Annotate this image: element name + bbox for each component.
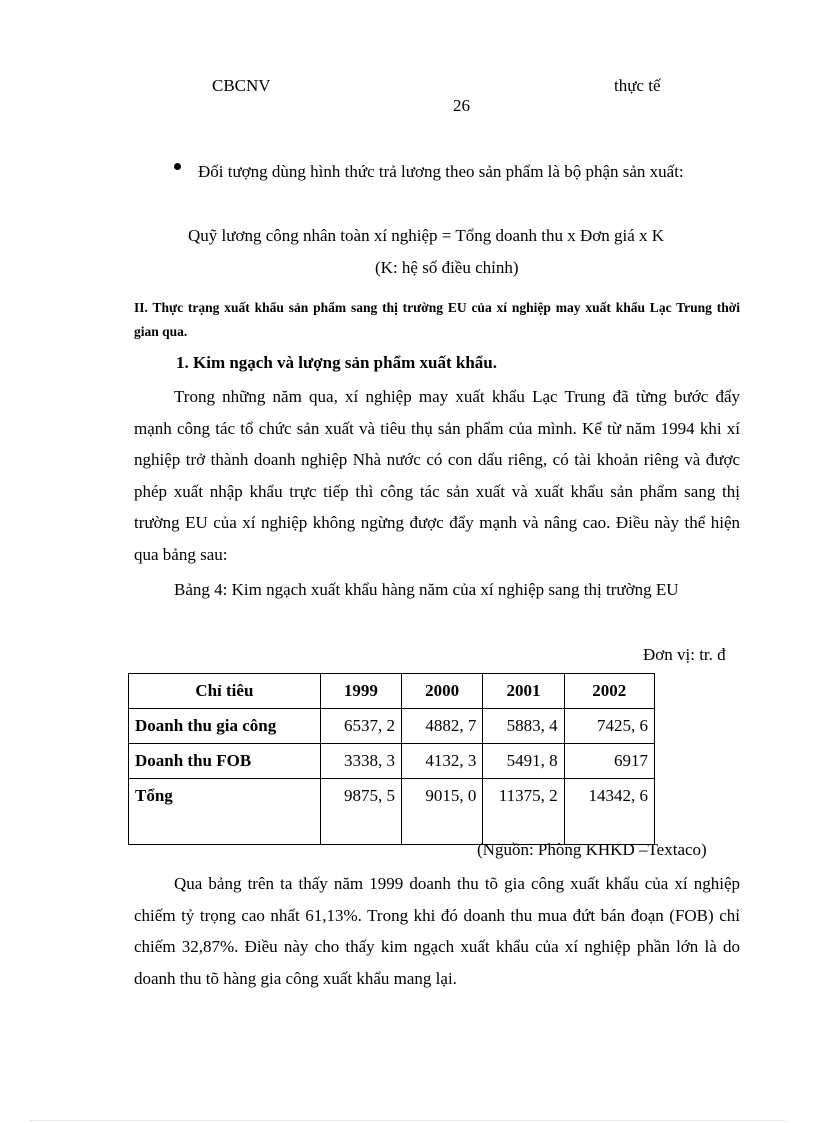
row-label: Doanh thu FOB	[129, 744, 321, 779]
table-row	[129, 744, 655, 779]
unit-label: Đơn vị: tr. đ	[643, 645, 726, 664]
table-cell: 7425, 6	[564, 709, 654, 744]
formula-note: (K: hệ số điều chỉnh)	[375, 258, 519, 277]
table-row	[129, 779, 655, 845]
formula-line: Quỹ lương công nhân toàn xí nghiệp = Tổng doanh thu x Đơn giá x K	[188, 226, 665, 245]
table-cell: 3338, 3	[320, 744, 401, 779]
bullet-text: Đối tượng dùng hình thức trả lương theo sản phẩm là bộ phận sản xuất:	[198, 162, 684, 181]
page-bottom-divider	[30, 1120, 786, 1121]
header-cell: 2000	[402, 674, 483, 709]
paragraph-analysis: Qua bảng trên ta thấy năm 1999 doanh thu tõ gia công xuất khẩu của xí nghiệp chiếm tỷ trọng cao nhất 61,13%. Trong khi đó doanh thu mua đứt bán đoạn (FOB) chỉ chiếm 32,87%. Điều này cho thấy kim ngạch xuất khẩu của xí nghiệp phần lớn là do doanh thu tõ hàng gia công xuất khẩu mang lại.	[134, 874, 740, 988]
header-left-text: CBCNV	[212, 76, 271, 95]
section-heading: II. Thực trạng xuất khẩu sản phẩm sang thị trường EU của xí nghiệp may xuất khẩu Lạc Trung thời gian qua.	[134, 300, 740, 339]
table-header-row	[129, 674, 655, 709]
table-cell: 4132, 3	[402, 744, 483, 779]
revenue-table	[128, 673, 655, 845]
header-cell: 1999	[320, 674, 401, 709]
table-row	[129, 709, 655, 744]
header-cell: 2001	[483, 674, 564, 709]
page-number: 26	[453, 96, 470, 115]
paragraph-intro: Trong những năm qua, xí nghiệp may xuất khẩu Lạc Trung đã từng bước đẩy mạnh công tác tổ chức sản xuất và tiêu thụ sản phẩm của mình. Kể từ năm 1994 khi xí nghiệp trở thành doanh nghiệp Nhà nước có con dấu riêng, có tài khoản riêng và được phép xuất nhập khẩu trực tiếp thì công tác sản xuất và xuất khẩu sản phẩm sang thị trường EU của xí nghiệp không ngừng được đẩy mạnh và nâng cao. Điều này thể hiện qua bảng sau:	[134, 387, 740, 564]
table-cell: 9875, 5	[320, 779, 401, 845]
subheading: 1. Kim ngạch và lượng sản phẩm xuất khẩu.	[176, 353, 497, 372]
table-cell: 14342, 6	[564, 779, 654, 845]
table-cell: 6917	[564, 744, 654, 779]
row-label: Doanh thu gia công	[129, 709, 321, 744]
table-cell: 11375, 2	[483, 779, 564, 845]
table-cell: 4882, 7	[402, 709, 483, 744]
bullet-dot-icon	[174, 163, 181, 170]
source-note: (Nguồn: Phòng KHKD –Textaco)	[477, 840, 707, 859]
header-cell: 2002	[564, 674, 654, 709]
header-cell: Chỉ tiêu	[129, 674, 321, 709]
table-cell: 6537, 2	[320, 709, 401, 744]
table-cell: 5883, 4	[483, 709, 564, 744]
row-label: Tổng	[129, 779, 321, 845]
table-cell: 5491, 8	[483, 744, 564, 779]
table-cell: 9015, 0	[402, 779, 483, 845]
table-caption: Bảng 4: Kim ngạch xuất khẩu hàng năm của xí nghiệp sang thị trường EU	[174, 580, 679, 599]
header-right-text: thực tế	[614, 76, 661, 95]
